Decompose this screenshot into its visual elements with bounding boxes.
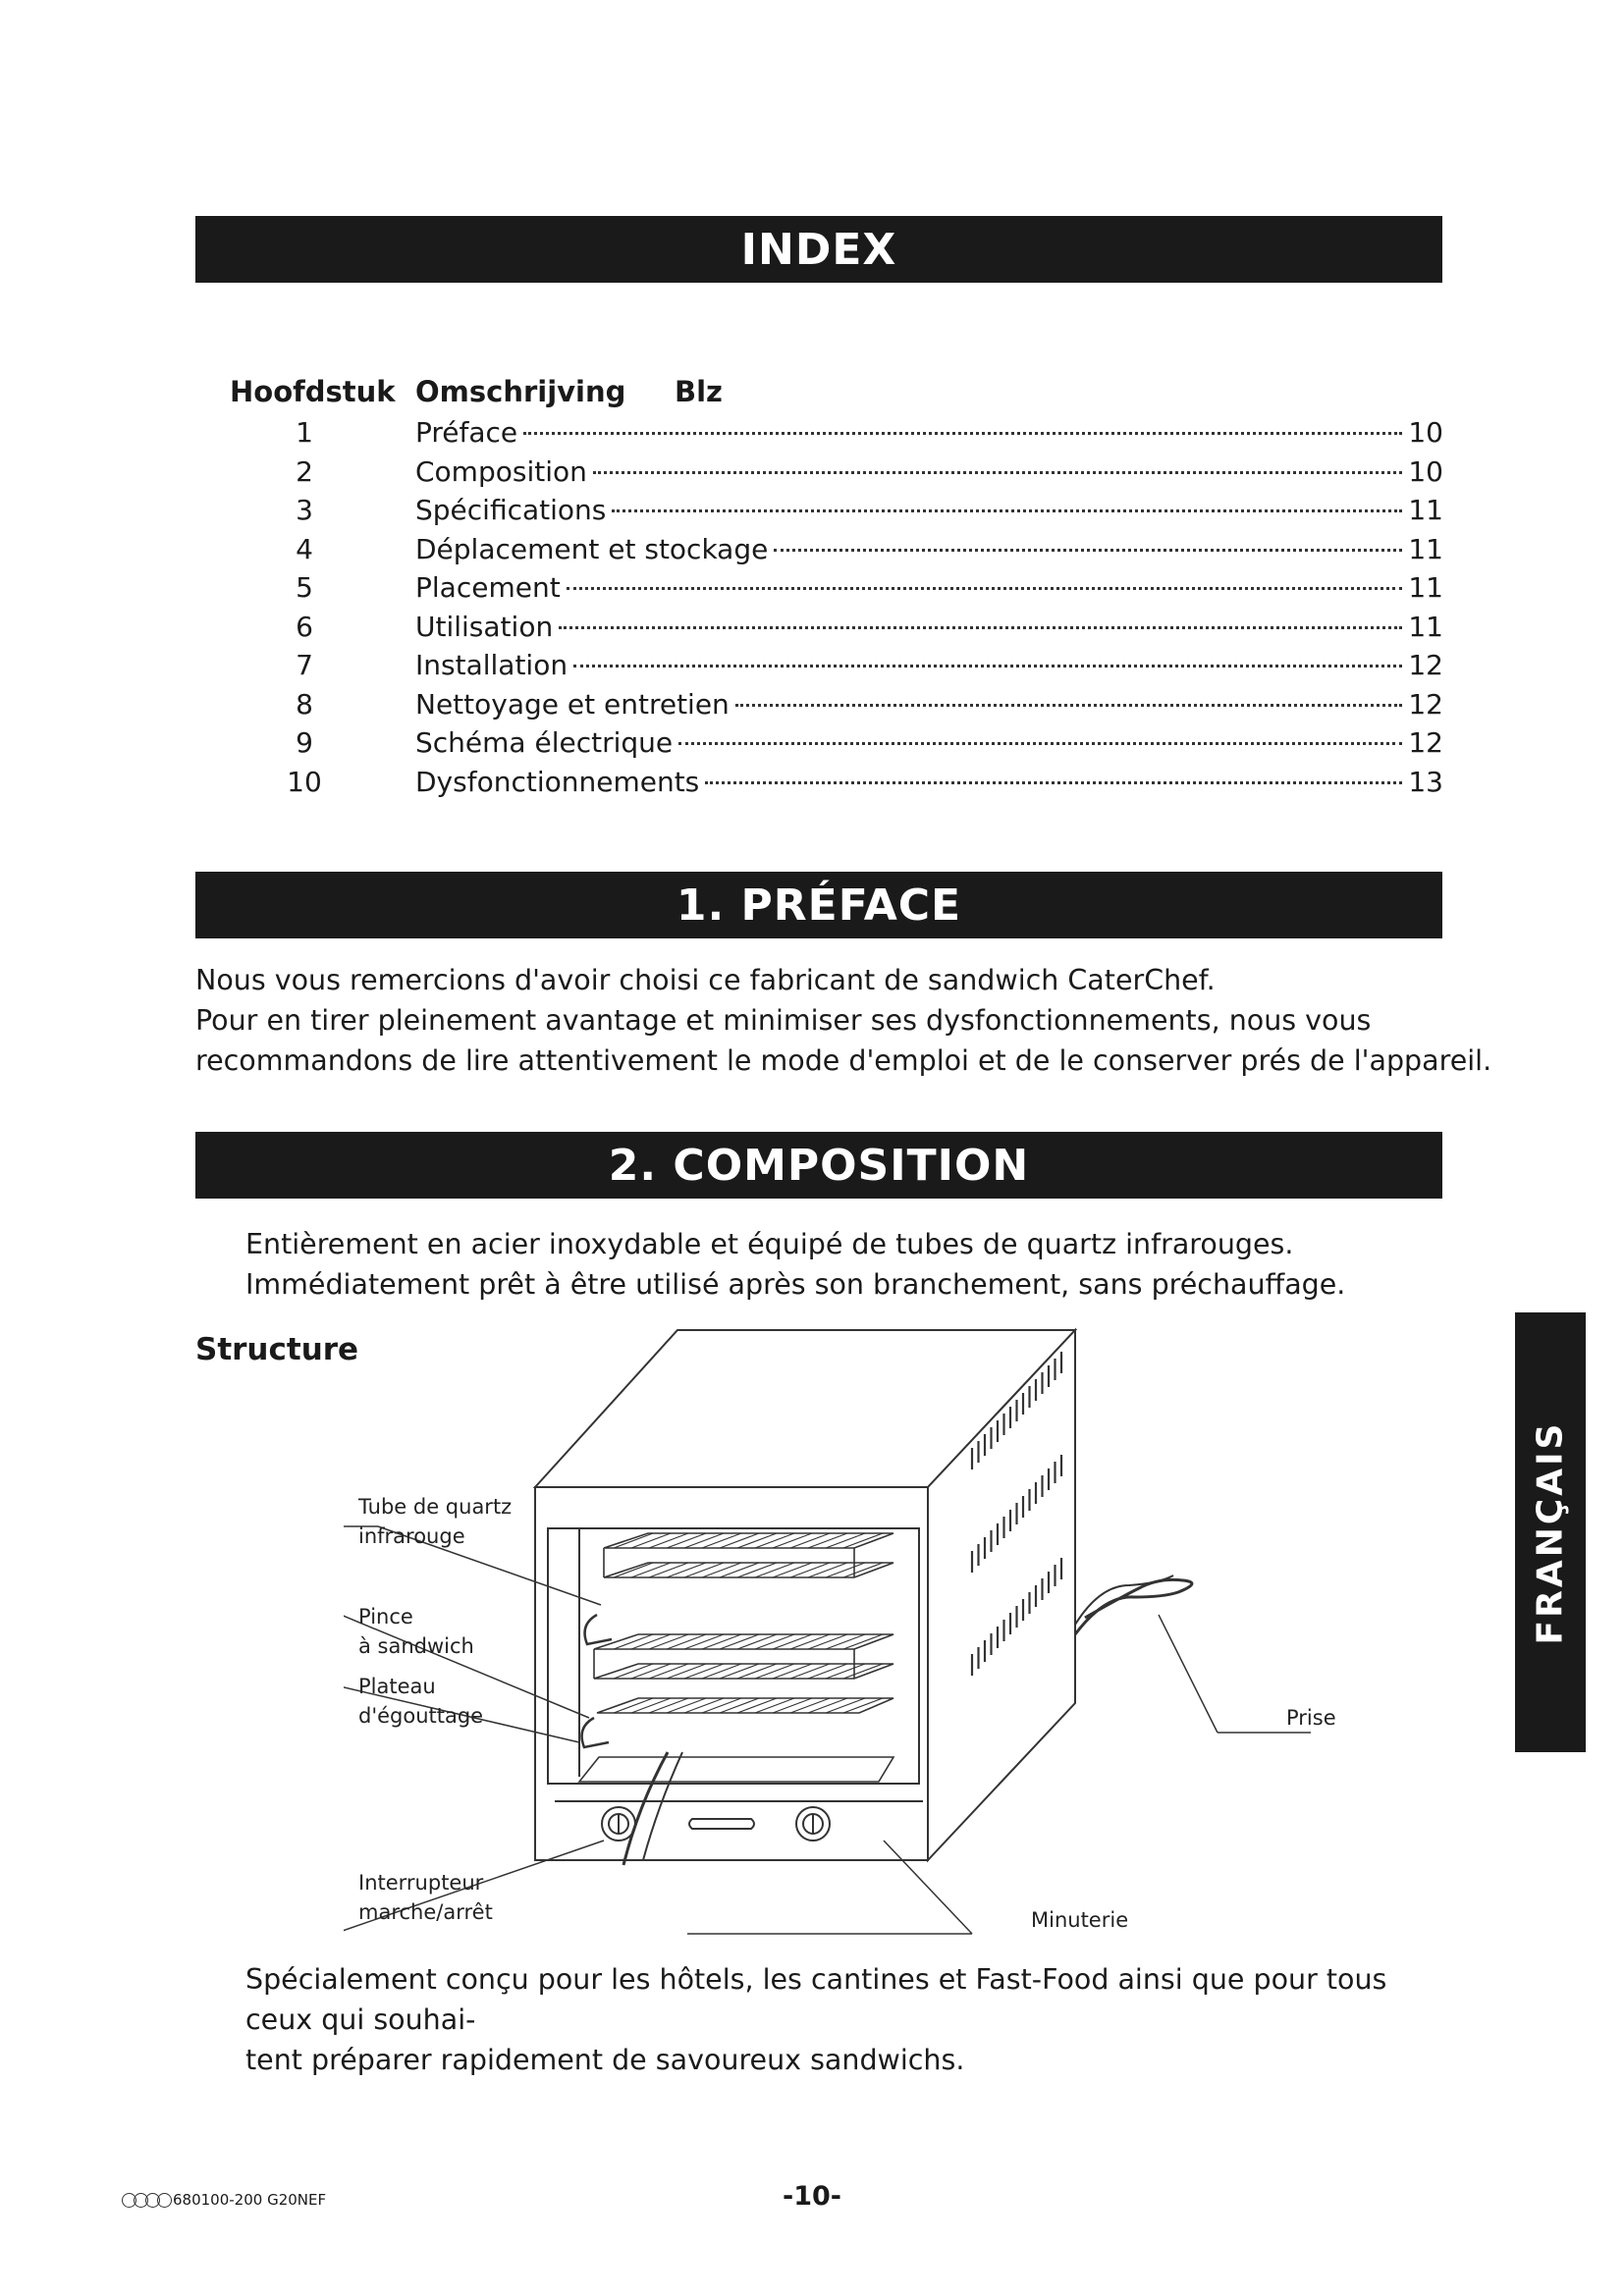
toc-leader-dots	[774, 549, 1402, 552]
toc-row-title: Schéma électrique	[415, 726, 674, 759]
toc-row-entry	[415, 571, 1443, 604]
toc-row-page: 10	[1408, 416, 1443, 449]
toc-row	[226, 455, 1443, 495]
toc-row-number: 3	[296, 494, 313, 526]
toc-row	[226, 533, 1443, 572]
toc-row	[226, 611, 1443, 650]
toc-row-number: 4	[296, 532, 313, 565]
label-line: d'égouttage	[358, 1704, 484, 1728]
toc-row-title: Préface	[415, 416, 518, 449]
toc-header-description: Omschrijving	[415, 375, 626, 408]
toc-row	[226, 571, 1443, 611]
toc-header	[226, 375, 1443, 416]
language-tab-label: FRANÇAIS	[1530, 1420, 1571, 1644]
toc-row-page: 11	[1408, 494, 1443, 526]
toaster-diagram	[344, 1320, 1355, 1949]
toc-leader-dots	[573, 665, 1402, 667]
footer-code-text: 680100-200 G20NEF	[173, 2191, 327, 2209]
language-tab	[1515, 1312, 1586, 1752]
toc-row-title: Installation	[415, 649, 568, 681]
toc-row-number: 8	[296, 687, 313, 721]
toc-rows	[226, 416, 1443, 804]
toc-row-entry	[415, 494, 1443, 526]
preface-text	[195, 960, 1491, 1081]
toc-row-page: 12	[1408, 726, 1443, 759]
closing-line: Spécialement conçu pour les hôtels, les cantines et Fast-Food ainsi que pour tous ceux qui souhai-	[245, 1963, 1387, 2036]
label-quartz-tube	[358, 1492, 512, 1551]
preface-line: Nous vous remercions d'avoir choisi ce fabricant de sandwich CaterChef.	[195, 964, 1216, 996]
toc-leader-dots	[678, 742, 1402, 745]
label-line: Plateau	[358, 1675, 436, 1698]
toc-leader-dots	[705, 781, 1402, 784]
label-line: Pince	[358, 1605, 413, 1629]
toc-row-entry	[415, 688, 1443, 721]
toc-row-title: Utilisation	[415, 610, 554, 643]
label-line: infrarouge	[358, 1524, 465, 1548]
toc-row-title: Dysfonctionnements	[415, 765, 700, 798]
preface-line: recommandons de lire attentivement le mode d'emploi et de le conserver prés de l'appareil.	[195, 1044, 1492, 1077]
toc-row-entry	[415, 533, 1443, 565]
toc-leader-dots	[612, 509, 1402, 512]
structure-title: Structure	[195, 1332, 359, 1367]
toc-row	[226, 649, 1443, 688]
toc-row-page: 13	[1408, 765, 1443, 798]
toc-row	[226, 688, 1443, 727]
composition-text	[245, 1224, 1345, 1305]
label-on-off-switch	[358, 1868, 493, 1927]
toc-row-number: 9	[296, 726, 313, 759]
label-drip-tray	[358, 1672, 483, 1731]
toc-row-page: 11	[1408, 571, 1443, 604]
page-number: -10-	[783, 2181, 841, 2212]
preface-line: Pour en tirer pleinement avantage et minimiser ses dysfonctionnements, nous vous	[195, 1004, 1372, 1037]
toc-row-page: 11	[1408, 532, 1443, 565]
table-of-contents	[226, 375, 1443, 804]
toc-row-page: 12	[1408, 649, 1443, 681]
toc-row-page: 10	[1408, 454, 1443, 488]
toaster-illustration	[344, 1320, 1355, 1949]
closing-text	[245, 1959, 1443, 2080]
toc-leader-dots	[559, 626, 1402, 629]
toc-leader-dots	[593, 471, 1402, 474]
label-sandwich-clamp	[358, 1602, 474, 1661]
toc-leader-dots	[523, 432, 1402, 435]
toc-row-entry	[415, 649, 1443, 681]
composition-heading: 2. COMPOSITION	[195, 1132, 1442, 1199]
toc-header-chapter: Hoofdstuk	[230, 375, 396, 408]
label-line: Tube de quartz	[358, 1495, 513, 1519]
closing-line: tent préparer rapidement de savoureux sandwichs.	[245, 2044, 965, 2076]
label-line: Interrupteur	[358, 1871, 484, 1895]
preface-heading: 1. PRÉFACE	[195, 872, 1442, 938]
toc-row-title: Placement	[415, 571, 561, 604]
toc-leader-dots	[735, 704, 1403, 707]
toc-row-title: Nettoyage et entretien	[415, 687, 730, 721]
toc-row-entry	[415, 726, 1443, 759]
toc-row-number: 2	[296, 454, 313, 488]
toc-row-entry	[415, 455, 1443, 488]
toc-row-title: Déplacement et stockage	[415, 532, 769, 565]
label-line: marche/arrêt	[358, 1900, 493, 1924]
toc-row-number: 6	[296, 610, 313, 643]
toc-row-number: 10	[287, 765, 322, 798]
toc-row-number: 7	[296, 649, 313, 681]
toc-row	[226, 726, 1443, 766]
toc-row	[226, 766, 1443, 805]
toc-row-number: 1	[296, 416, 313, 449]
toc-row	[226, 494, 1443, 533]
toc-row-number: 5	[296, 571, 313, 604]
label-line: à sandwich	[358, 1634, 474, 1658]
composition-line: Immédiatement prêt à être utilisé après son branchement, sans préchauffage.	[245, 1268, 1346, 1301]
toc-row-page: 12	[1408, 687, 1443, 721]
index-heading: INDEX	[195, 216, 1442, 283]
toc-row-title: Spécifications	[415, 494, 607, 526]
toc-leader-dots	[567, 587, 1403, 590]
toc-row-entry	[415, 766, 1443, 798]
toc-row-title: Composition	[415, 454, 587, 488]
toc-header-page: Blz	[675, 375, 723, 408]
label-timer: Minuterie	[1031, 1908, 1129, 1932]
toc-row-entry	[415, 416, 1443, 449]
label-plug: Prise	[1286, 1706, 1336, 1730]
composition-line: Entièrement en acier inoxydable et équipé de tubes de quartz infrarouges.	[245, 1228, 1294, 1260]
toc-row-entry	[415, 611, 1443, 643]
toc-row	[226, 416, 1443, 455]
toc-row-page: 11	[1408, 610, 1443, 643]
